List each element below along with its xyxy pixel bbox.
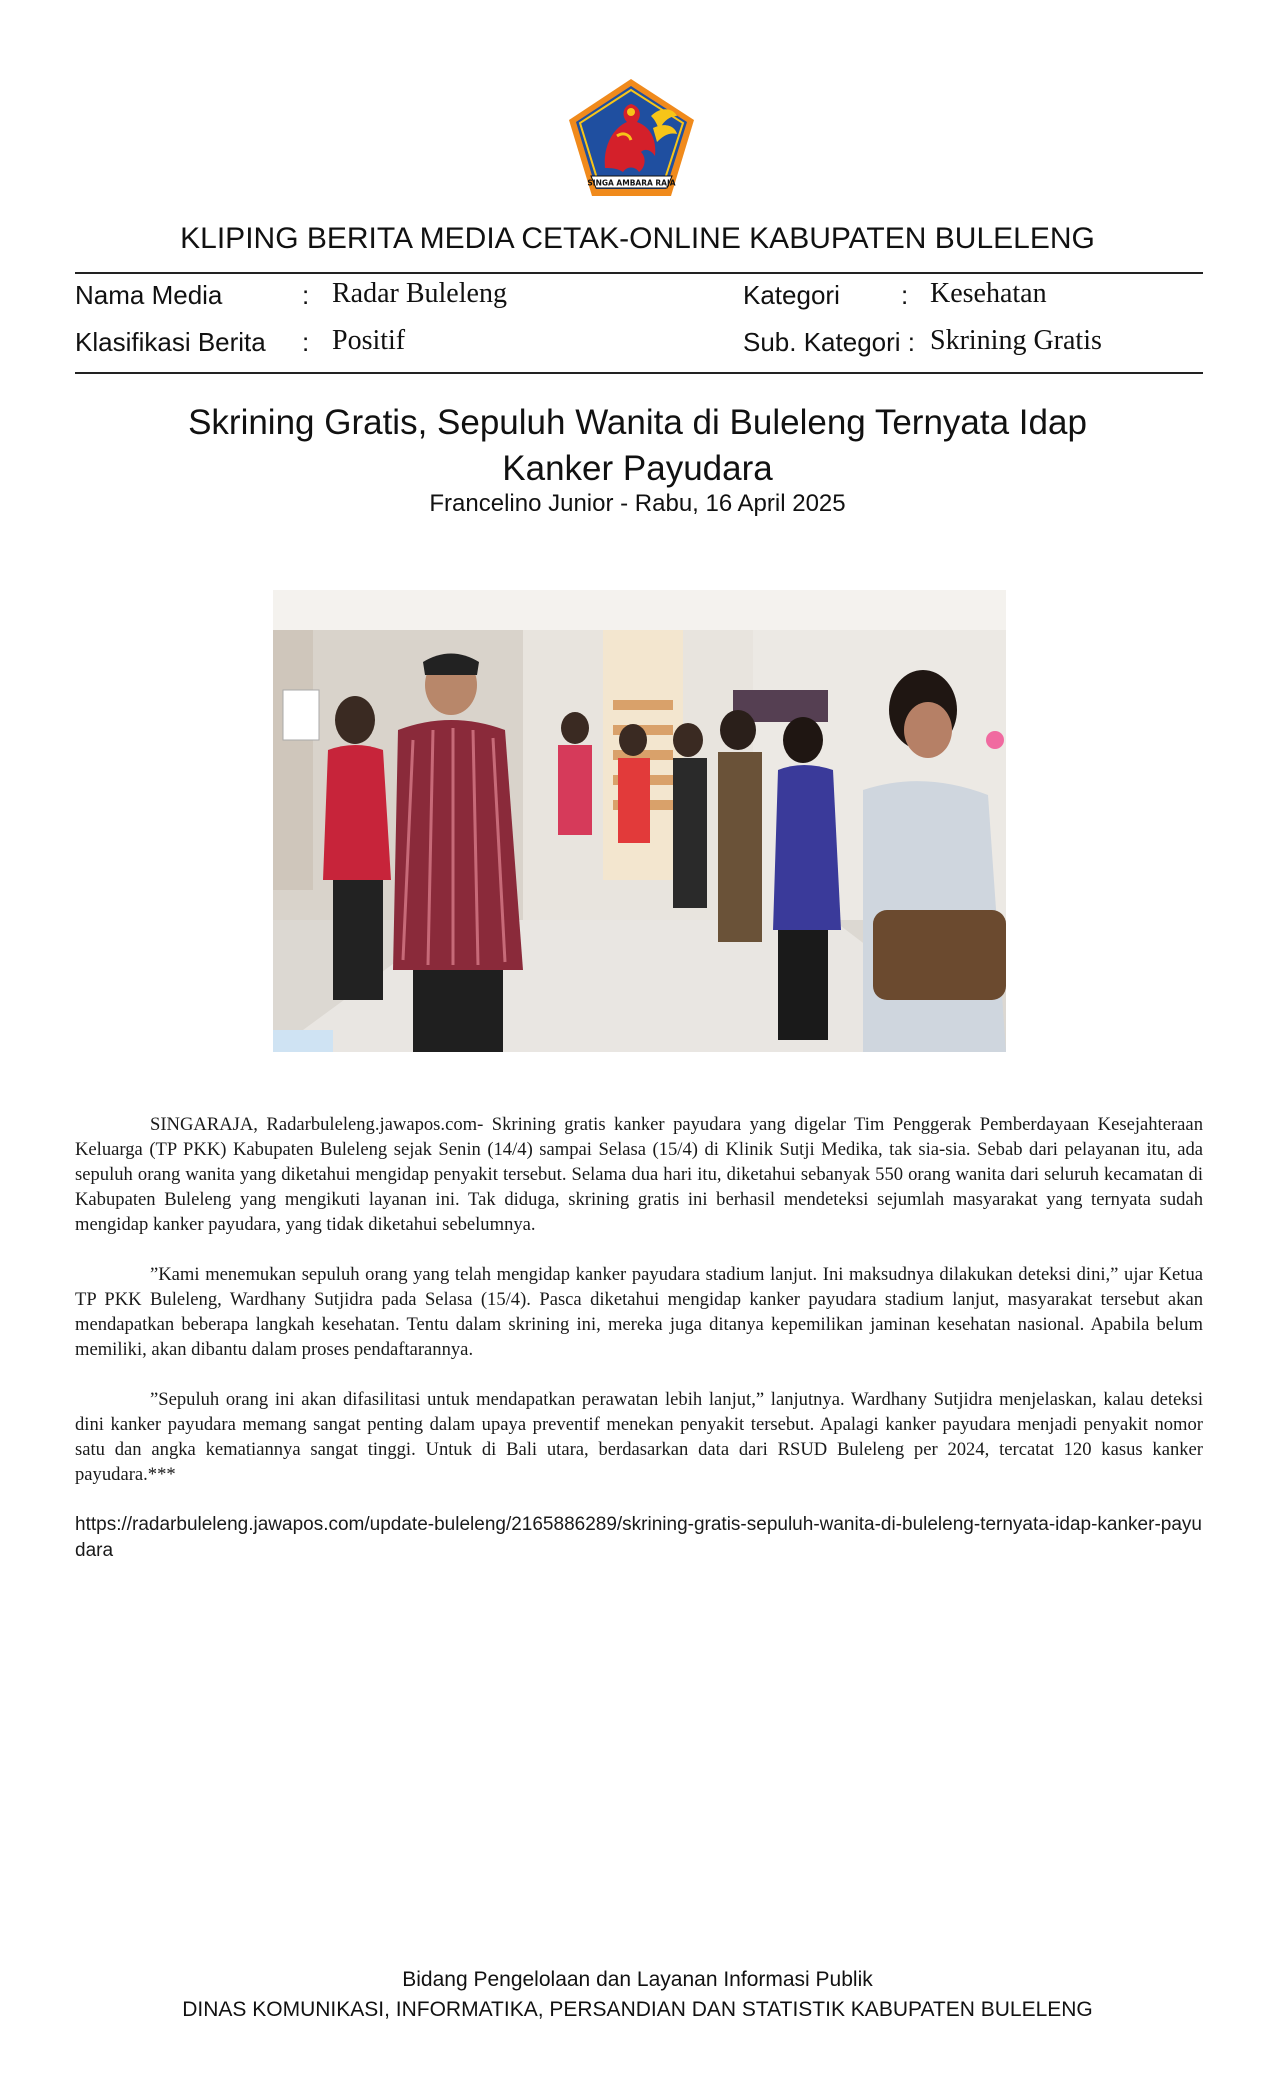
meta-colon: : <box>302 327 310 357</box>
meta-colon: : <box>302 280 310 310</box>
svg-text:SINGA AMBARA RAJA: SINGA AMBARA RAJA <box>587 178 676 188</box>
source-url-link[interactable]: https://radarbuleleng.jawapos.com/update-buleleng/2165886289/skrining-gratis-sepuluh-wanita-di-buleleng-ternyata-idap-kanker-payudara <box>75 1514 1202 1561</box>
header-divider-top <box>75 272 1203 274</box>
nama-media-label: Nama Media <box>75 280 223 310</box>
sub-kategori-label: Sub. Kategori : <box>743 327 915 357</box>
page-footer <box>0 1965 1275 2025</box>
article-body <box>75 1112 1203 1564</box>
meta-row-media <box>75 278 1203 318</box>
klasifikasi-value: Positif <box>332 325 406 356</box>
document-title: KLIPING BERITA MEDIA CETAK-ONLINE KABUPATEN BULELENG <box>180 222 1095 255</box>
meta-row-klasifikasi <box>75 325 1203 365</box>
news-photo-icon <box>273 590 1006 1052</box>
headline-line-1: Skrining Gratis, Sepuluh Wanita di Buleleng Ternyata Idap <box>188 403 1087 442</box>
meta-colon: : <box>901 280 909 310</box>
kabupaten-buleleng-emblem-icon <box>565 76 698 200</box>
header-divider-bottom <box>75 372 1203 374</box>
klasifikasi-label: Klasifikasi Berita <box>75 327 266 357</box>
article-headline <box>140 400 1135 492</box>
article-paragraph-1: SINGARAJA, Radarbuleleng.jawapos.com- Skrining gratis kanker payudara yang digelar Tim Penggerak Pemberdayaan Kesejahteraan Keluarga (TP PKK) Kabupaten Buleleng sejak Senin (14/4) sampai Selasa (15/4) di Klinik Sutji Medika, tak sia-sia. Sebab dari pelayanan itu, ada sepuluh orang wanita yang diketahui mengidap penyakit tersebut. Selama dua hari itu, diketahui sebanyak 550 orang wanita dari seluruh kecamatan di Kabupaten Buleleng yang mengikuti layanan ini. Tak diduga, skrining gratis ini berhasil mendeteksi sejumlah masyarakat yang ternyata sudah mengidap kanker payudara, yang tidak diketahui sebelumnya. <box>75 1114 1203 1235</box>
article-paragraph-3: ”Sepuluh orang ini akan difasilitasi untuk mendapatkan perawatan lebih lanjut,” lanjutnya. Wardhany Sutjidra menjelaskan, kalau deteksi dini kanker payudara memang sangat penting dalam upaya preventif menekan penyakit tersebut. Apalagi kanker payudara menjadi penyakit nomor satu dan angka kematiannya sangat tinggi. Untuk di Bali utara, berdasarkan data dari RSUD Buleleng per 2024, tercatat 120 kasus kanker payudara.*** <box>75 1389 1203 1485</box>
sub-kategori-value: Skrining Gratis <box>930 325 1102 356</box>
headline-line-2: Kanker Payudara <box>502 449 773 488</box>
footer-line-2: DINAS KOMUNIKASI, INFORMATIKA, PERSANDIAN DAN STATISTIK KABUPATEN BULELENG <box>182 1998 1093 2021</box>
article-paragraph-2: ”Kami menemukan sepuluh orang yang telah mengidap kanker payudara stadium lanjut. Ini maksudnya dilakukan deteksi dini,” ujar Ketua TP PKK Buleleng, Wardhany Sutjidra pada Selasa (15/4). Pasca diketahui mengidap kanker payudara stadium lanjut, masyarakat tersebut akan mendapatkan beberapa langkah kesehatan. Tentu dalam skrining ini, mereka juga ditanya kepemilikan jaminan kesehatan nasional. Apabila belum memiliki, akan dibantu dalam proses pendaftarannya. <box>75 1264 1203 1360</box>
nama-media-value: Radar Buleleng <box>332 278 507 309</box>
kategori-label: Kategori <box>743 280 840 310</box>
footer-line-1: Bidang Pengelolaan dan Layanan Informasi Publik <box>402 1968 873 1991</box>
article-byline: Francelino Junior - Rabu, 16 April 2025 <box>429 490 846 517</box>
kategori-value: Kesehatan <box>930 278 1047 309</box>
